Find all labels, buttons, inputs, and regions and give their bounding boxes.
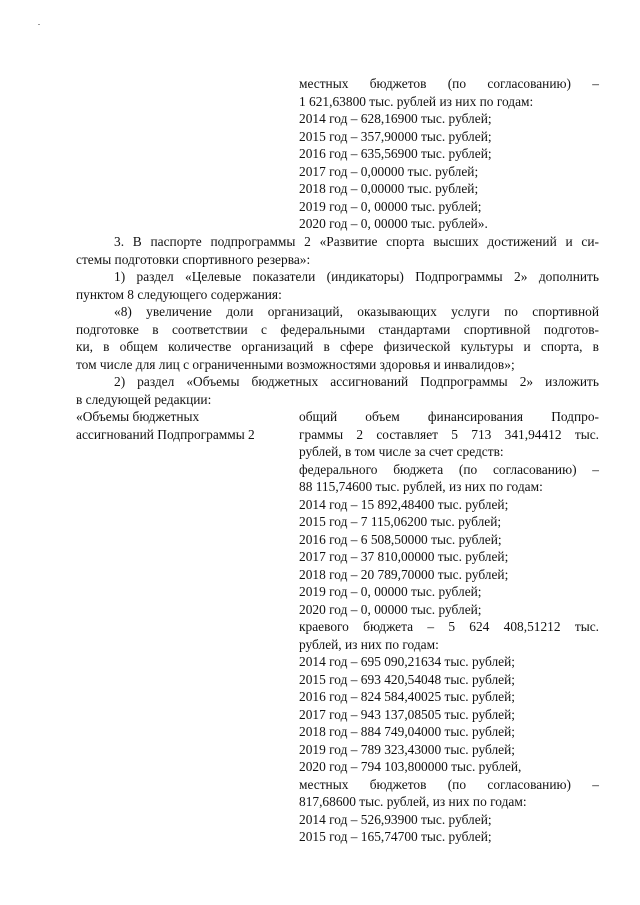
budget-line: 2016 год – 824 584,40025 тыс. рублей; [299, 689, 516, 704]
budget-line: федерального бюджета (по согласованию) – [299, 461, 599, 477]
text-line: местных бюджетов (по согласованию) – [299, 76, 599, 91]
budget-line: 2017 год – 943 137,08505 тыс. рублей; [299, 706, 516, 722]
budget-line: общий объем финансирования Подпро- [299, 409, 599, 424]
text-line: 2017 год – 0,00000 тыс. рублей; [299, 163, 479, 179]
section-label-line: «Объемы бюджетных [76, 409, 200, 424]
budget-line: 2015 год – 165,74700 тыс. рублей; [299, 829, 492, 844]
paragraph-1-line: пунктом 8 следующего содержания: [76, 286, 282, 302]
paragraph-1-line: 1) раздел «Целевые показатели (индикаторы) Подпрограммы 2» дополнить [114, 269, 599, 284]
text-line: 2019 год – 0, 00000 тыс. рублей; [299, 198, 482, 214]
budget-line: 2015 год – 7 115,06200 тыс. рублей; [299, 514, 502, 529]
budget-line: 2015 год – 693 420,54048 тыс. рублей; [299, 671, 516, 687]
text-line: 2014 год – 628,16900 тыс. рублей; [299, 111, 492, 126]
budget-line: рублей, из них по годам: [299, 636, 439, 652]
paragraph-2-line: в следующей редакции: [76, 391, 212, 407]
budget-line: 2014 год – 15 892,48400 тыс. рублей; [299, 496, 509, 512]
budget-details [299, 408, 599, 846]
text-line: 2016 год – 635,56900 тыс. рублей; [299, 146, 492, 161]
budget-line: 817,68600 тыс. рублей, из них по годам: [299, 794, 527, 809]
text-line: 2018 год – 0,00000 тыс. рублей; [299, 181, 479, 196]
item-8-line: подготовке в соответствии с федеральными стандартами спортивной подготов- [76, 321, 599, 337]
text-line: 1 621,63800 тыс. рублей из них по годам: [299, 93, 534, 109]
paragraph-2-line: 2) раздел «Объемы бюджетных ассигнований Подпрограммы 2» изложить [114, 374, 599, 389]
budget-line: 2020 год – 794 103,800000 тыс. рублей, [299, 759, 522, 774]
budget-line: 2018 год – 20 789,70000 тыс. рублей; [299, 566, 509, 582]
budget-line: граммы 2 составляет 5 713 341,94412 тыс. [299, 426, 599, 442]
item-8-line: том числе для лиц с ограниченными возможностями здоровья и инвалидов»; [76, 356, 515, 372]
section-label-line: ассигнований Подпрограммы 2 [76, 426, 255, 442]
scan-speck [38, 24, 40, 25]
budget-line: 2014 год – 695 090,21634 тыс. рублей; [299, 654, 516, 669]
budget-line: 2014 год – 526,93900 тыс. рублей; [299, 811, 492, 827]
section-label [76, 408, 291, 443]
budget-line: 2016 год – 6 508,50000 тыс. рублей; [299, 531, 502, 547]
budget-line: рублей, в том числе за счет средств: [299, 444, 504, 459]
budget-line: 2019 год – 789 323,43000 тыс. рублей; [299, 741, 516, 757]
item-8-line: «8) увеличение доли организаций, оказывающих услуги по спортивной [114, 304, 599, 319]
budget-line: 2020 год – 0, 00000 тыс. рублей; [299, 601, 482, 617]
paragraph-3-line: стемы подготовки спортивного резерва»: [76, 251, 311, 267]
budget-line: краевого бюджета – 5 624 408,51212 тыс. [299, 619, 599, 634]
item-8-line: ки, в общем количестве организаций в сфере физической культуры и спорта, в [76, 339, 599, 354]
budget-line: 2017 год – 37 810,00000 тыс. рублей; [299, 549, 509, 564]
budget-line: 2019 год – 0, 00000 тыс. рублей; [299, 584, 482, 599]
top-budget-block [299, 75, 599, 233]
amendment-paragraphs [76, 233, 599, 408]
paragraph-3-line: 3. В паспорте подпрограммы 2 «Развитие спорта высших достижений и си- [114, 234, 599, 249]
text-line: 2015 год – 357,90000 тыс. рублей; [299, 128, 492, 144]
budget-line: 88 115,74600 тыс. рублей, из них по годам: [299, 479, 543, 494]
budget-line: местных бюджетов (по согласованию) – [299, 776, 599, 792]
budget-line: 2018 год – 884 749,04000 тыс. рублей; [299, 724, 516, 739]
text-line: 2020 год – 0, 00000 тыс. рублей». [299, 216, 488, 231]
